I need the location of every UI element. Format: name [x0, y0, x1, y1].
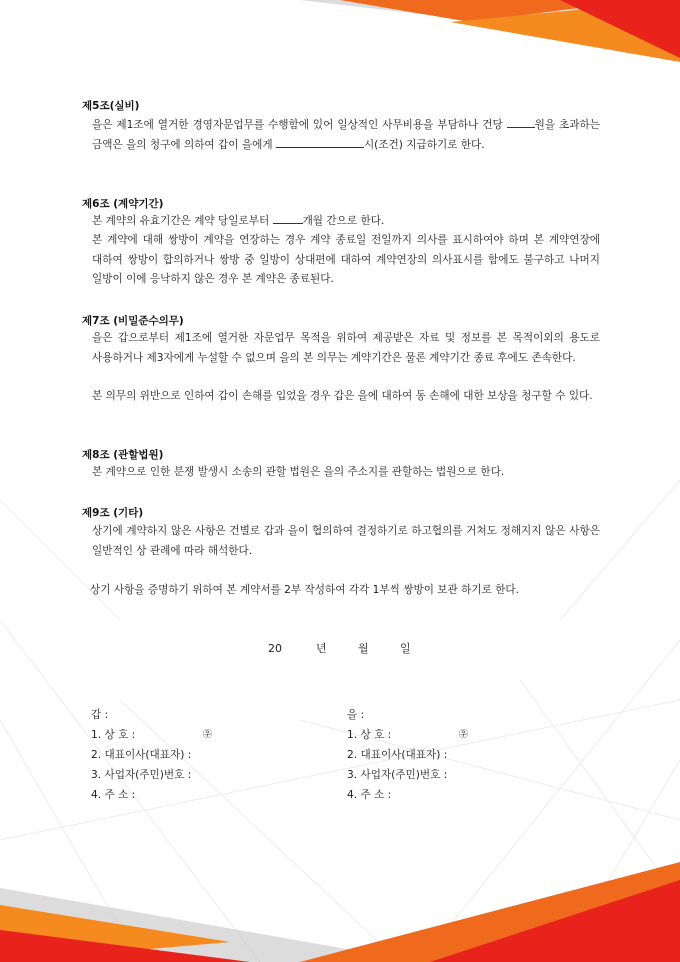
article-7-paragraph-1: 을은 갑으로부터 제1조에 열거한 자문업무 목적을 위하여 제공받은 자료 및 정보를 본 목적이외의 용도로 사용하거나 제3자에게 누설할 수 없으며 을의 본 의무는 계약기간은 물론 계약기간 종료 후에도 존속한다. [92, 332, 600, 364]
closing-statement: 상기 사항을 증명하기 위하여 본 계약서를 2부 작성하여 각각 1부씩 쌍방이 보관 하기로 한다. [90, 584, 520, 596]
article-5-title: 제5조(실비) [82, 100, 140, 112]
payment-date-blank [276, 136, 364, 148]
party-eul-label: 을 : [347, 709, 365, 721]
party-gap-field-business-number: 3. 사업자(주민)번호 : [91, 769, 192, 781]
seal-icon: ㉾ [203, 730, 213, 740]
party-eul-company-label: 1. 상 호 : [347, 729, 392, 741]
party-eul-block [347, 705, 469, 805]
article-6-title: 제6조 (계약기간) [82, 198, 164, 210]
article-8-title: 제8조 (관할법원) [82, 449, 164, 461]
party-eul-field-company [347, 725, 469, 745]
article-9-paragraph: 상기에 계약하지 않은 사항은 건별로 갑과 을이 협의하여 결정하기로 하고협의를 거쳐도 정해지지 않은 사항은 일반적인 상 관례에 따라 해석한다. [92, 525, 600, 557]
article-6-text-b: 개월 간으로 한다. [302, 215, 385, 227]
party-eul-field-business-number: 3. 사업자(주민)번호 : [347, 769, 448, 781]
date-day: 일 [400, 642, 411, 655]
party-gap-field-representative: 2. 대표이사(대표자) : [91, 749, 192, 761]
party-gap-field-address: 4. 주 소 : [91, 789, 136, 801]
article-6-paragraph-2: 본 계약에 대해 쌍방이 계약을 연장하는 경우 계약 종료일 전일까지 의사를 표시하여야 하며 본 계약연장에 대하여 쌍방이 합의하거나 쌍방 중 일방이 상대편에 대하여 계약연장의 의사표시를 함에도 불구하고 나머지 일방이 이에 응낙하지 않은 경우 본 계약은 종료된다. [92, 234, 600, 285]
article-5-text-c: 시(조건) 지급하기로 한다. [363, 138, 485, 151]
party-eul-field-representative: 2. 대표이사(대표자) : [347, 749, 448, 761]
party-gap-block [91, 705, 213, 805]
date-year: 년 [316, 642, 327, 655]
article-7-title: 제7조 (비밀준수의무) [82, 315, 184, 327]
article-9-title: 제9조 (기타) [82, 507, 144, 519]
article-6-paragraph-1 [92, 212, 600, 232]
party-eul-field-address: 4. 주 소 : [347, 789, 392, 801]
seal-icon: ㉾ [459, 730, 469, 740]
date-year-prefix: 20 [268, 642, 282, 655]
article-8-paragraph: 본 계약으로 인한 분쟁 발생시 소송의 관할 법원은 을의 주소지를 관할하는 법원으로 한다. [92, 466, 505, 478]
amount-blank [507, 116, 535, 128]
article-5-text-b: 원을 초과하는 금액은 을의 청구에 의하여 갑이 을에게 [92, 119, 600, 151]
party-gap-field-company [91, 725, 213, 745]
article-6-text-a: 본 계약의 유효기간은 계약 당일로부터 [92, 215, 273, 227]
months-blank [273, 212, 303, 224]
article-5-paragraph [92, 116, 600, 155]
party-gap-company-label: 1. 상 호 : [91, 729, 136, 741]
party-gap-label: 갑 : [91, 709, 109, 721]
article-5-text-a: 을은 제1조에 열거한 경영자문업무를 수행함에 있어 일상적인 사무비용을 부담하나 건당 [92, 119, 507, 131]
contract-date [268, 640, 411, 656]
article-7-paragraph-2: 본 의무의 위반으로 인하여 갑이 손해를 입었을 경우 갑은 을에 대하여 동 손해에 대한 보상을 청구할 수 있다. [92, 390, 593, 402]
date-month: 월 [358, 642, 369, 655]
